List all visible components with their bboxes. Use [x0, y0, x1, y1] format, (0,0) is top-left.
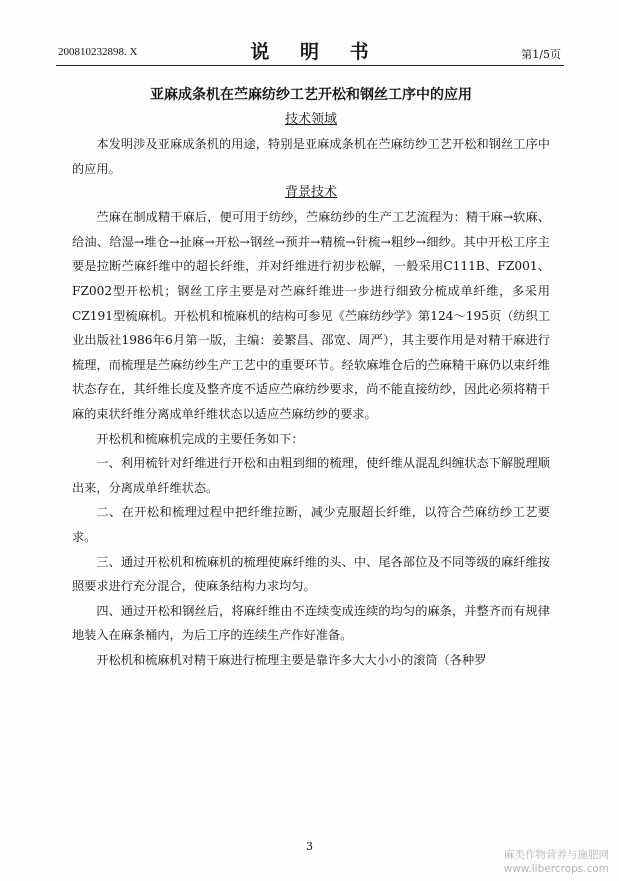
paragraph: 一、利用梳针对纤维进行开松和由粗到细的梳理，使纤维从混乱纠缠状态下解脱理顺出来，分离成单纤维状态。	[72, 456, 550, 495]
page-header	[0, 0, 619, 70]
page-indicator: 第1/5页	[521, 48, 561, 61]
section-background-art	[72, 181, 550, 672]
paragraph: 三、通过开松机和梳麻机的梳理使麻纤维的头、中、尾各部位及不同等级的麻纤维按照要求进行充分混合，使麻条结构力求均匀。	[72, 554, 550, 594]
header-title: 说 明 书	[250, 41, 381, 63]
watermark	[504, 848, 609, 876]
paragraph: 四、通过开松和钢丝后，将麻纤维由不连续变成连续的均匀的麻条，并整齐而有规律地装入在麻条桶内，为后工序的连续生产作好准备。	[72, 603, 550, 643]
section-technical-field	[72, 108, 550, 181]
paragraph: 开松机和梳麻机完成的主要任务如下：	[96, 431, 304, 446]
section-heading: 技术领域	[284, 112, 337, 127]
document-number: 200810232898. X	[58, 46, 138, 58]
paragraph: 开松机和梳麻机对精干麻进行梳理主要是靠许多大大小小的滚筒（各种罗	[96, 652, 487, 667]
section-heading: 背景技术	[284, 185, 337, 201]
paragraph: 苎麻在制成精干麻后，便可用于纺纱，苎麻纺纱的生产工艺流程为：精干麻→软麻、给油、给湿→堆仓→扯麻→开松→钢丝→预并→精梳→针梳→粗纱→细纱。其中开松工序主要是拉断苎麻纤维中的超长纤维，并对纤维进行初步松解，一般采用C111B、FZ001、FZ002型开松机；钢丝工序主要是对苎麻纤维进一步进行细致分梳成单纤维，多采用CZ191型梳麻机。开松机和梳麻机的结构可参见《苎麻纺纱学》第124～195页（纺织工业出版社1986年6月第一版，主编：姜繁昌、邵宽、周严），其主要作用是对精干麻进行梳理，而梳理是苎麻纺纱生产工艺中的重要环节。经软麻堆仓后的苎麻精干麻仍以束纤维状态存在，其纤维长度及整齐度不适应苎麻纺纱要求，尚不能直接纺纱，因此必须将精干麻的束状纤维分离成单纤维状态以适应苎麻纺纱的要求。	[72, 210, 550, 421]
paragraph: 本发明涉及亚麻成条机的用途，特别是亚麻成条机在苎麻纺纱工艺开松和钢丝工序中的应用。	[72, 137, 550, 176]
document-body	[72, 80, 550, 672]
watermark-site-name: 麻类作物营养与施肥网	[504, 849, 609, 861]
document-title: 亚麻成条机在苎麻纺纱工艺开松和钢丝工序中的应用	[150, 87, 472, 103]
page-number: 3	[306, 840, 313, 853]
paragraph: 二、在开松和梳理过程中把纤维拉断，减少克服超长纤维，以符合苎麻纺纱工艺要求。	[72, 505, 550, 544]
header-rule	[56, 65, 564, 66]
watermark-url: www.libercrops.com	[503, 863, 609, 875]
